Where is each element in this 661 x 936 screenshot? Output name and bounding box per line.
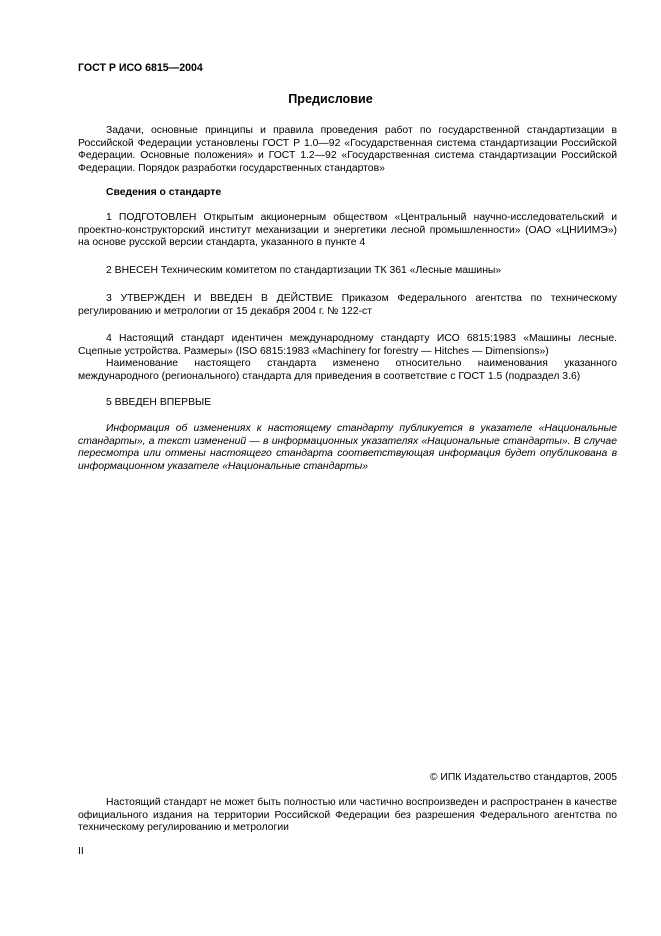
reproduction-notice: Настоящий стандарт не может быть полностью или частично воспроизведен и распространен в качестве официального издания на территории Российской Федерации без разрешения Федерального агентства по техническому регулированию и метрологии xyxy=(78,797,617,834)
copyright-line: © ИПК Издательство стандартов, 2005 xyxy=(429,772,617,783)
section-heading: Сведения о стандарте xyxy=(106,187,222,198)
page-title: Предисловие xyxy=(288,92,373,106)
item-3-approved: 3 УТВЕРЖДЕН И ВВЕДЕН В ДЕЙСТВИЕ Приказом Федерального агентства по техническому регулированию и метрологии от 15 декабря 2004 г. № 122-ст xyxy=(78,293,617,317)
item-5-first-introduced: 5 ВВЕДЕН ВПЕРВЫЕ xyxy=(106,397,212,408)
changes-notice: Информация об изменениях к настоящему стандарту публикуется в указателе «Национальные стандарты», а текст изменений — в информационных указателях «Национальные стандарты». В случае пересмотра или отмены настоящего стандарта соответствующая информация будет опубликована в информационном указателе «Национальные стандарты» xyxy=(78,423,617,472)
item-2-submitted: 2 ВНЕСЕН Техническим комитетом по стандартизации ТК 361 «Лесные машины» xyxy=(106,265,502,276)
item-4-name-note: Наименование настоящего стандарта изменено относительно наименования указанного международного (регионального) стандарта для приведения в соответствие с ГОСТ 1.5 (подраздел 3.6) xyxy=(78,358,617,382)
item-1-prepared: 1 ПОДГОТОВЛЕН Открытым акционерным обществом «Центральный научно-исследовательский и проектно-конструкторский институт механизации и энергетики лесной промышленности» (ОАО «ЦНИИМЭ») на основе русской версии стандарта, указанного в пункте 4 xyxy=(78,212,617,249)
document-id: ГОСТ Р ИСО 6815—2004 xyxy=(78,62,203,74)
intro-paragraph: Задачи, основные принципы и правила проведения работ по государственной стандартизации в Российской Федерации установлены ГОСТ Р 1.0—92 «Государственная система стандартизации Российской Федерации. Основные положения» и ГОСТ 1.2—92 «Государственная система стандартизации Российской Федерации. Порядок разработки государственных стандартов» xyxy=(78,125,617,174)
page-number: II xyxy=(78,846,84,857)
item-4-identical: 4 Настоящий стандарт идентичен международному стандарту ИСО 6815:1983 «Машины лесные. Сцепные устройства. Размеры» (ISO 6815:1983 «Machinery for forestry — Hitches — Dimensions») xyxy=(78,333,617,357)
